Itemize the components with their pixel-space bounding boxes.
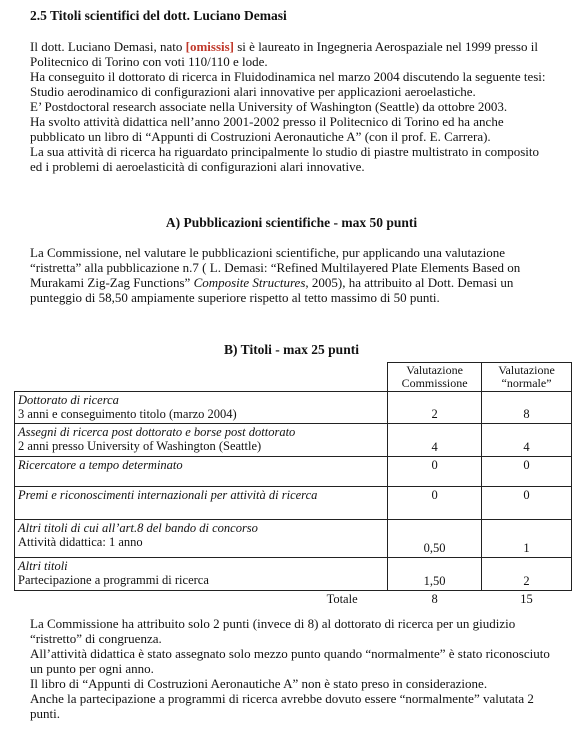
title-cell bbox=[15, 520, 388, 558]
title-detail: 2 anni presso University of Washington (Seattle) bbox=[18, 439, 262, 453]
intro-text: Il dott. Luciano Demasi, nato bbox=[30, 39, 186, 54]
closing-line-1: La Commissione ha attribuito solo 2 punti (invece di 8) al dottorato di ricerca per un giudizio bbox=[30, 616, 516, 631]
header-text: “normale” bbox=[501, 376, 552, 390]
intro-line-2: Politecnico di Torino con voti 110/110 e lode. bbox=[30, 54, 268, 69]
score-commissione: 0,50 bbox=[388, 520, 482, 558]
closing-line-5: Il libro di “Appunti di Costruzioni Aeronautiche A” non è stato preso in considerazione. bbox=[30, 676, 488, 691]
closing-line-2: “ristretto” di congruenza. bbox=[30, 631, 162, 646]
intro-paragraph bbox=[30, 39, 570, 174]
title-cell bbox=[15, 487, 388, 520]
closing-line-3: All’attività didattica è stato assegnato solo mezzo punto quando “normalmente” è stato riconosciuto bbox=[30, 646, 550, 661]
title-cell bbox=[15, 457, 388, 487]
score-commissione: 0 bbox=[388, 457, 482, 487]
title-category: Altri titoli di cui all’art.8 del bando di concorso bbox=[18, 521, 258, 535]
journal-name: Composite Structures bbox=[193, 275, 306, 290]
title-cell bbox=[15, 424, 388, 457]
section-a-text: Murakami Zig-Zag Functions” bbox=[30, 275, 194, 290]
table-row bbox=[15, 457, 572, 487]
closing-line-7: punti. bbox=[30, 706, 60, 721]
title-category: Altri titoli bbox=[18, 559, 68, 573]
score-normale: 1 bbox=[482, 520, 572, 558]
section-a-line-4: punteggio di 58,50 ampiamente superiore rispetto al tetto massimo di 50 punti. bbox=[30, 290, 440, 305]
intro-line-1 bbox=[30, 39, 570, 54]
section-heading: 2.5 Titoli scientifici del dott. Luciano Demasi bbox=[30, 8, 287, 23]
total-commissione: 8 bbox=[431, 592, 438, 606]
score-commissione: 1,50 bbox=[388, 558, 482, 591]
header-normale bbox=[482, 363, 572, 392]
score-normale: 2 bbox=[482, 558, 572, 591]
score-normale: 0 bbox=[482, 487, 572, 520]
header-text: Valutazione bbox=[406, 363, 463, 377]
section-a-paragraph bbox=[30, 245, 570, 305]
title-detail: Partecipazione a programmi di ricerca bbox=[18, 573, 209, 587]
header-text: Valutazione bbox=[498, 363, 555, 377]
score-normale: 4 bbox=[482, 424, 572, 457]
section-a-line-3 bbox=[30, 275, 570, 290]
table-row bbox=[15, 487, 572, 520]
table-row bbox=[15, 424, 572, 457]
table-row bbox=[15, 558, 572, 591]
header-commissione bbox=[388, 363, 482, 392]
title-detail: 3 anni e conseguimento titolo (marzo 2004) bbox=[18, 407, 237, 421]
total-row bbox=[15, 591, 572, 608]
intro-line-8: La sua attività di ricerca ha riguardato principalmente lo studio di piastre multistrato in composito bbox=[30, 144, 540, 159]
closing-line-6: Anche la partecipazione a programmi di ricerca avrebbe dovuto essere “normalmente” valutata 2 bbox=[30, 691, 534, 706]
intro-line-3: Ha conseguito il dottorato di ricerca in Fluidodinamica nel marzo 2004 discutendo la seguente tesi: bbox=[30, 69, 546, 84]
title-category: Dottorato di ricerca bbox=[18, 393, 119, 407]
closing-line-4: un punto per ogni anno. bbox=[30, 661, 154, 676]
table-header-row bbox=[15, 363, 572, 392]
score-commissione: 0 bbox=[388, 487, 482, 520]
omissis-redaction: [omissis] bbox=[185, 39, 234, 54]
section-a-line-1: La Commissione, nel valutare le pubblicazioni scientifiche, pur applicando una valutazione bbox=[30, 245, 506, 260]
title-cell bbox=[15, 392, 388, 424]
score-normale: 8 bbox=[482, 392, 572, 424]
titoli-table bbox=[14, 362, 572, 607]
table-row bbox=[15, 392, 572, 424]
title-cell bbox=[15, 558, 388, 591]
intro-text: si è laureato in Ingegneria Aerospaziale nel 1999 presso il bbox=[234, 39, 538, 54]
closing-paragraph bbox=[30, 616, 570, 721]
score-normale: 0 bbox=[482, 457, 572, 487]
section-b-title: B) Titoli - max 25 punti bbox=[224, 342, 359, 357]
section-a-line-2: “ristretta” alla pubblicazione n.7 ( L. Demasi: “Refined Multilayered Plate Elements Based on bbox=[30, 260, 521, 275]
score-commissione: 4 bbox=[388, 424, 482, 457]
intro-line-4: Studio aerodinamico di configurazioni alari innovative per applicazioni aeroelastiche. bbox=[30, 84, 476, 99]
intro-line-9: ed i problemi di aeroelasticità di configurazioni alari innovative. bbox=[30, 159, 365, 174]
total-label: Totale bbox=[326, 592, 358, 606]
intro-line-5: E’ Postdoctoral research associate nella University of Washington (Seattle) da ottobre 2003. bbox=[30, 99, 508, 114]
title-category: Assegni di ricerca post dottorato e borse post dottorato bbox=[18, 425, 296, 439]
table-row bbox=[15, 520, 572, 558]
section-a-title: A) Pubblicazioni scientifiche - max 50 punti bbox=[165, 215, 418, 230]
score-commissione: 2 bbox=[388, 392, 482, 424]
title-category: Premi e riconoscimenti internazionali per attività di ricerca bbox=[18, 488, 318, 502]
title-detail: Attività didattica: 1 anno bbox=[18, 535, 143, 549]
total-normale: 15 bbox=[520, 592, 533, 606]
header-blank-cell bbox=[15, 363, 388, 392]
intro-line-7: pubblicato un libro di “Appunti di Costruzioni Aeronautiche A” (con il prof. E. Carrera). bbox=[30, 129, 491, 144]
title-category: Ricercatore a tempo determinato bbox=[18, 458, 183, 472]
header-text: Commissione bbox=[401, 376, 468, 390]
intro-line-6: Ha svolto attività didattica nell’anno 2001-2002 presso il Politecnico di Torino ed ha anche bbox=[30, 114, 504, 129]
section-a-text: , 2005), ha attribuito al Dott. Demasi un bbox=[305, 275, 514, 290]
